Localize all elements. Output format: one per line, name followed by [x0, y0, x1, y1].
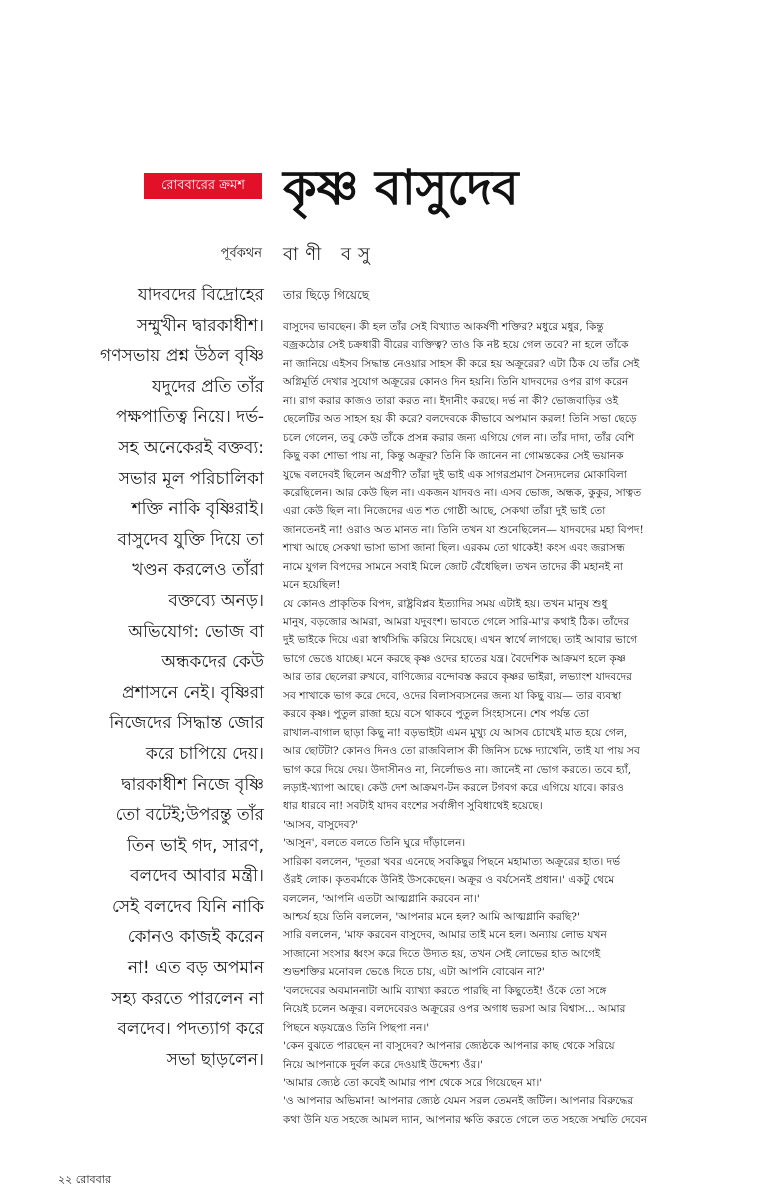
- summary-line: বলদেব। পদত্যাগ করে: [117, 1019, 264, 1040]
- summary-line: পক্ষপাতিত্ব নিয়ে। দর্ভ-: [116, 407, 264, 428]
- summary-line: তো বটেই;উপরন্তু তাঁর: [115, 805, 264, 826]
- body-line: রাখাল-বাগাল ছাড়া কিছু না! বড়ভাইটা এমন মুখ্যু যে আসব চোখেই মাত হয়ে গেল,: [283, 726, 628, 739]
- body-line: নামে যুগল বিপদের সামনে সবাই মিলে জোট বেঁধেছিল। তখন তাদের কী মহানই না: [283, 560, 623, 573]
- summary-line: বলদেব আবার মন্ত্রী।: [130, 866, 264, 887]
- body-line: 'বলদেবের অবমাননাটা আমি ব্যাখ্যা করতে পারছি না কিছুতেই! ওঁকে তো সঙ্গে: [283, 984, 607, 997]
- body-line: আর ছোটটা? কোনও দিনও তো রাজবিলাস কী জিনিস চক্ষে দ্যাখেনি, তাই যা পায় সব: [283, 745, 640, 758]
- summary-line: বাসুদেব যুক্তি দিয়ে তা: [117, 529, 264, 550]
- body-line: 'আসব, বাসুদেব?': [283, 818, 359, 831]
- body-line: চলে গেলেন, তবু কেউ তাঁকে প্রসন্ন করার জন্য এগিয়ে গেল না। তাঁর দাদা, তাঁর বেশি: [283, 431, 635, 444]
- body-line: অগ্নিমূর্তি দেখার সুযোগ অক্রূরের কোনও দিন হয়নি। তিনি যাদবদের ওপর রাগ করেন: [283, 376, 629, 389]
- body-line: সাজানো সংসার ধ্বংস করে দিতে উদ্যত হয়, তখন সেই লোভের হাত আগেই: [283, 947, 601, 960]
- body-line: 'আমার জ্যেষ্ঠ তো কবেই আমার পাশ থেকে সরে গিয়েছেন মা।': [283, 1076, 543, 1089]
- previous-installment-label: পূর্বকথন: [220, 246, 262, 261]
- body-line: পিছনে ষড়যন্ত্রেও তিনি পিছপা নন।': [283, 1021, 430, 1034]
- article-body: [283, 318, 753, 1126]
- body-line: যুদ্ধে বলদেবই ছিলেন অগ্রণী? তাঁরা দুই ভাই এক সাগরপ্রমাণ সৈন্যদলের মোকাবিলা: [283, 468, 627, 481]
- body-line: লড়াই-খ্যাপা আছে। কেউ দেশ আক্রমণ-টন করলে টগবগ করে এগিয়ে যাবে। কারও: [283, 781, 624, 794]
- body-line: আশ্চর্য হয়ে তিনি বললেন, 'আপনার মনে হল? আমি আত্মগ্লানি করছি?': [283, 911, 580, 923]
- body-line: নিয়েই চলেন অক্রূর। বলদেবেরও অক্রূরের ওপর অগাধ ভরসা আর বিশ্বাস... আমার: [283, 1003, 626, 1016]
- body-line: বজ্রকঠোর সেই চক্রধারী বীরের ব্যক্তিত্ব? তাও কি নষ্ট হয়ে গেল তবে? না হলে তাঁকে: [283, 339, 629, 352]
- body-line: কথা উনি যত সহজে আমল দ্যান, আপনার ক্ষতি করতে গেলে তত সহজে সম্মতি দেবেন: [283, 1113, 648, 1126]
- body-line: জানতেনই না! ওরাও অত মানত না। তিনি তখন যা শুনেছিলেন— যাদবদের মহা বিপদ!: [283, 523, 644, 536]
- summary-line: যদুদের প্রতি তাঁর: [152, 376, 264, 397]
- body-line: মানুষ, বড়জোর আমরা, আমরা যদুবংশ। ভাবতে গেলে সারি-মা'র কথাই ঠিক। তাঁদের: [283, 616, 630, 628]
- body-line: না জানিয়ে এইসব সিদ্ধান্ত নেওয়ার সাহস কী করে হয় অক্রূরের? এটা ঠিক যে তাঁর সেই: [283, 357, 640, 370]
- section-tag: রোববারের ক্রমশ: [144, 173, 262, 199]
- summary-line: কোনও কাজই করেন: [127, 927, 264, 948]
- summary-line: সহ অনেকেরই বক্তব্য:: [118, 437, 264, 458]
- chapter-tagline: তার ছিড়ে গিয়েছে: [283, 288, 370, 302]
- body-line: করবে কৃষ্ণ। পুতুল রাজা হয়ে বসে থাকবে পুতুল সিংহাসনে। শেষ পর্যন্ত তো: [283, 708, 589, 721]
- summary-line: বক্তব্যে অনড়।: [168, 590, 264, 611]
- summary-line: নিজেদের সিদ্ধান্ত জোর: [109, 713, 264, 734]
- summary-line: করে চাপিয়ে দেয়।: [145, 743, 264, 764]
- summary-line: দ্বারকাধীশ নিজে বৃষ্ণি: [121, 774, 264, 795]
- body-line: 'আসুন', বলতে বলতে তিনি ঘুরে দাঁড়ালেন।: [283, 837, 466, 850]
- page-folio: ২২ রোববার: [58, 1173, 111, 1186]
- summary-line: গণসভায় প্রশ্ন উঠল বৃষ্ণি: [100, 346, 264, 367]
- body-line: সব শাখাকে ভাগ করে দেবে, ওদের বিলাসব্যসনের জন্য যা কিছু ব্যয়— তার ব্যবস্থা: [283, 689, 622, 702]
- body-line: বাসুদেব ভাবছেন। কী হল তাঁর সেই বিখ্যাত আকর্ষণী শক্তির? মধুরে মধুর, কিন্তু: [283, 321, 604, 333]
- summary-line: সম্মুখীন দ্বারকাধীশ।: [136, 315, 264, 336]
- summary-line: অভিযোগ: ভোজ বা: [128, 621, 264, 642]
- body-line: 'ও আপনার অভিমান! আপনার জ্যেষ্ঠ যেমন সরল তেমনই জটিল। আপনার বিরুদ্ধের: [283, 1095, 634, 1108]
- body-line: 'কেন বুঝতে পারছেন না বাসুদেব? আপনার জ্যেষ্ঠকে আপনার কাছ থেকে সরিয়ে: [283, 1040, 615, 1053]
- summary-line: শক্তি নাকি বৃষ্ণিরাই।: [131, 499, 264, 520]
- body-line: কিছু বকা শোভা পায় না, কিন্তু অক্রূর? তিনি কি জানেন না গোমন্তকের সেই ভয়ানক: [283, 450, 624, 463]
- body-line: না। রাগ করার কাজও তারা করত না। ইদানীং করছে। দর্ভ না কী? ভোজবাড়ির ওই: [283, 394, 619, 407]
- summary-line: প্রশাসনে নেই। বৃষ্ণিরা: [121, 682, 264, 703]
- body-line: সারিকা বললেন, 'দূতরা খবর এনেছে সবকিছুর পিছনে মহামাত্য অক্রূরের হাত। দর্ভ: [283, 855, 621, 868]
- summary-line: তিন ভাই গদ, সারণ,: [126, 835, 264, 856]
- body-line: ওঁরই লোক। কৃতবর্মাকে উনিই উসকেছেন। অক্রূর ও বর্যসেনই প্রধান।' একটু থেমে: [283, 874, 615, 887]
- summary-line: না! এত বড় অপমান: [127, 958, 264, 979]
- body-line: ভাগ করে দিয়ে দেয়। উদাসীনও না, নির্লোভও না। জানেই না ভোগ করতে। তবে হ্যাঁ,: [283, 763, 632, 776]
- body-line: ধার ধারবে না! সবটাই যাদব বংশের সর্বাঙ্গীণ সুবিধাথেই হয়েছে।: [283, 800, 543, 813]
- summary-line: সেই বলদেব যিনি নাকি: [111, 896, 264, 917]
- summary-line: সভার মূল পরিচালিকা: [118, 468, 264, 489]
- body-line: সারি বললেন, 'মাফ করবেন বাসুদেব, আমার তাই মনে হল। অন্যায় লোভ যখন: [283, 929, 607, 942]
- body-line: ছেলেটির অত সাহস হয় কী করে? বলদেবকে কীভাবে অপমান করল! তিনি সভা ছেড়ে: [283, 413, 637, 426]
- summary-line: সহ্য করতে পারলেন না: [111, 988, 264, 1009]
- body-line: শাখা আছে সেকথা ভাসা ভাসা জানা ছিল। এরকম তো থাকেই! কংস এবং জরাসন্ধ: [283, 542, 625, 555]
- previous-summary: [58, 280, 264, 1070]
- summary-line: সভা ছাড়লেন।: [166, 1049, 264, 1070]
- body-line: এরা কেউ ছিল না। নিজেদের এত শত গোষ্ঠী আছে, সেকথা তাঁরা দুই ভাই তো: [283, 505, 606, 518]
- body-line: দুই ভাইকে দিয়ে এরা স্বার্থসিদ্ধি করিয়ে নিয়েছে। এখন স্বার্থে লাগছে। তাই আবার ভাগে: [283, 634, 638, 647]
- body-line: বললেন, 'আপনি এতটা আত্মগ্লানি করবেন না।': [283, 892, 480, 905]
- body-line: করেছিলেন। আর কেউ ছিল না। একজন যাদবও না। এসব ভোজ, অন্ধক, কুকুর, সাত্বত: [283, 486, 642, 499]
- body-line: আর তার ছেলেরা রুখবে, বাণিজ্যের বন্দোবস্ত করবে কৃষ্ণর ভাইরা, লভ্যাংশ যাদবদের: [283, 671, 632, 684]
- body-line: যে কোনও প্রাকৃতিক বিপদ, রাষ্ট্রবিপ্লব ইত্যাদির সময় এটাই হয়। তখন মানুষ শুধু: [283, 597, 608, 610]
- body-line: ভাগে ভেঙে যাচ্ছে। মনে করছে কৃষ্ণ ওদের হাতের যন্ত্র। বৈদেশিক আক্রমণ হলে কৃষ্ণ: [283, 652, 626, 665]
- author-name: বাণী বসু: [283, 244, 377, 265]
- summary-line: অন্ধকদের কেউ: [161, 652, 264, 673]
- summary-line: খণ্ডন করলেও তাঁরা: [132, 560, 264, 581]
- body-line: নিয়ে আপনাকে দুর্বল করে দেওয়াই উদ্দেশ্য ওঁর।': [283, 1058, 484, 1071]
- summary-line: যাদবদের বিদ্রোহের: [137, 285, 264, 305]
- body-line: মনে হয়েছিল!: [283, 579, 341, 592]
- page-title: কৃষ্ণ বাসুদেব: [283, 160, 519, 216]
- body-line: শুভশক্তির মনোবল ভেঙে দিতে চায়, এটা আপনি বোঝেন না?': [283, 966, 545, 979]
